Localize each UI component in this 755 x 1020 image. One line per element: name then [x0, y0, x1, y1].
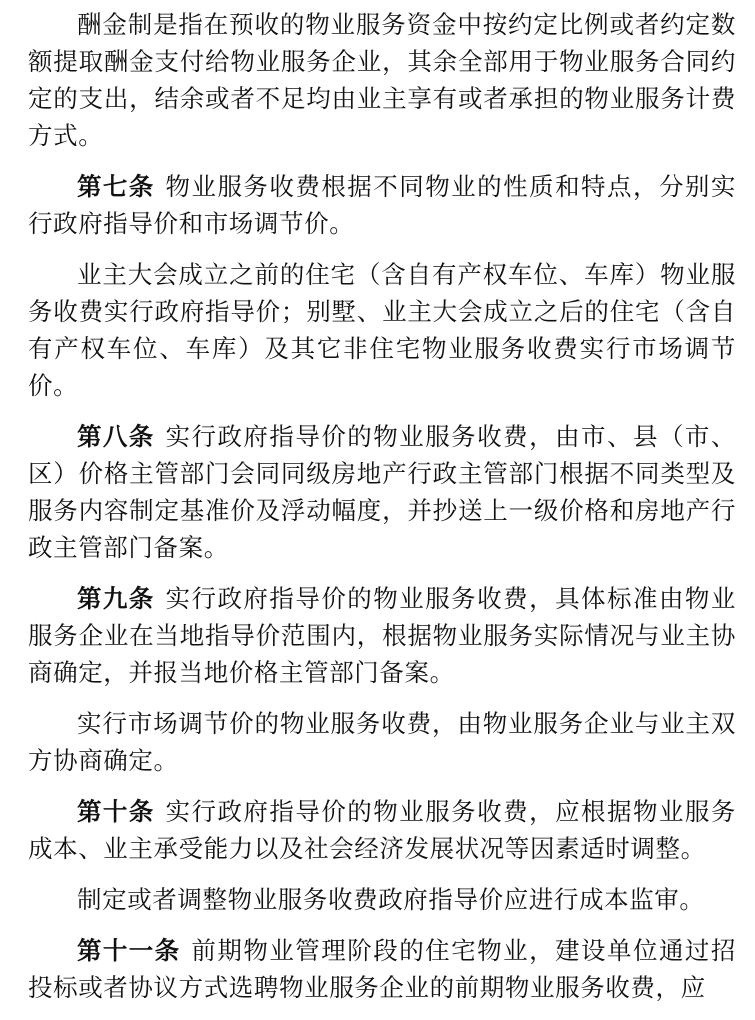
paragraph-article-7: [28, 168, 736, 242]
article-label: 第七条: [77, 172, 155, 201]
paragraph-text: 实行政府指导价的物业服务收费，具体标准由物业服务企业在当地指导价范围内，根据物业服务实际情况与业主协商确定，并报当地价格主管部门备案。: [28, 584, 737, 687]
paragraph-article-8: [28, 418, 736, 566]
paragraph-cost-audit: [28, 881, 736, 918]
paragraph-text: 物业服务收费根据不同物业的性质和特点，分别实行政府指导价和市场调节价。: [28, 172, 737, 238]
article-label: 第十条: [77, 797, 155, 826]
article-label: 第八条: [77, 422, 155, 451]
paragraph-text: 酬金制是指在预收的物业服务资金中按约定比例或者约定数额提取酬金支付给物业服务企业，其余全部用于物业服务合同约定的支出，结余或者不足均由业主享有或者承担的物业服务计费方式。: [28, 10, 736, 150]
paragraph-article-10: [28, 793, 736, 867]
paragraph-text: 实行市场调节价的物业服务收费，由物业服务企业与业主双方协商确定。: [28, 709, 736, 775]
paragraph-text: 制定或者调整物业服务收费政府指导价应进行成本监审。: [77, 885, 705, 914]
article-label: 第九条: [77, 584, 155, 613]
paragraph-text: 实行政府指导价的物业服务收费，应根据物业服务成本、业主承受能力以及社会经济发展状况等因素适时调整。: [28, 797, 737, 863]
paragraph-market-pricing: [28, 705, 736, 779]
document-page: [28, 6, 736, 1020]
paragraph-text: 业主大会成立之前的住宅（含自有产权车位、车库）物业服务收费实行政府指导价；别墅、业主大会成立之后的住宅（含自有产权车位、车库）及其它非住宅物业服务收费实行市场调节价。: [28, 260, 736, 400]
paragraph-residential-pricing: [28, 256, 736, 404]
paragraph-article-11: [28, 932, 736, 1006]
paragraph-text: 前期物业管理阶段的住宅物业，建设单位通过招投标或者协议方式选聘物业服务企业的前期物业服务收费，应: [28, 936, 737, 1002]
paragraph-text: 实行政府指导价的物业服务收费，由市、县（市、区）价格主管部门会同同级房地产行政主管部门根据不同类型及服务内容制定基准价及浮动幅度，并抄送上一级价格和房地产行政主管部门备案。: [28, 422, 737, 562]
article-label: 第十一条: [77, 936, 181, 965]
paragraph-remuneration-definition: [28, 6, 736, 154]
paragraph-article-9: [28, 580, 736, 691]
